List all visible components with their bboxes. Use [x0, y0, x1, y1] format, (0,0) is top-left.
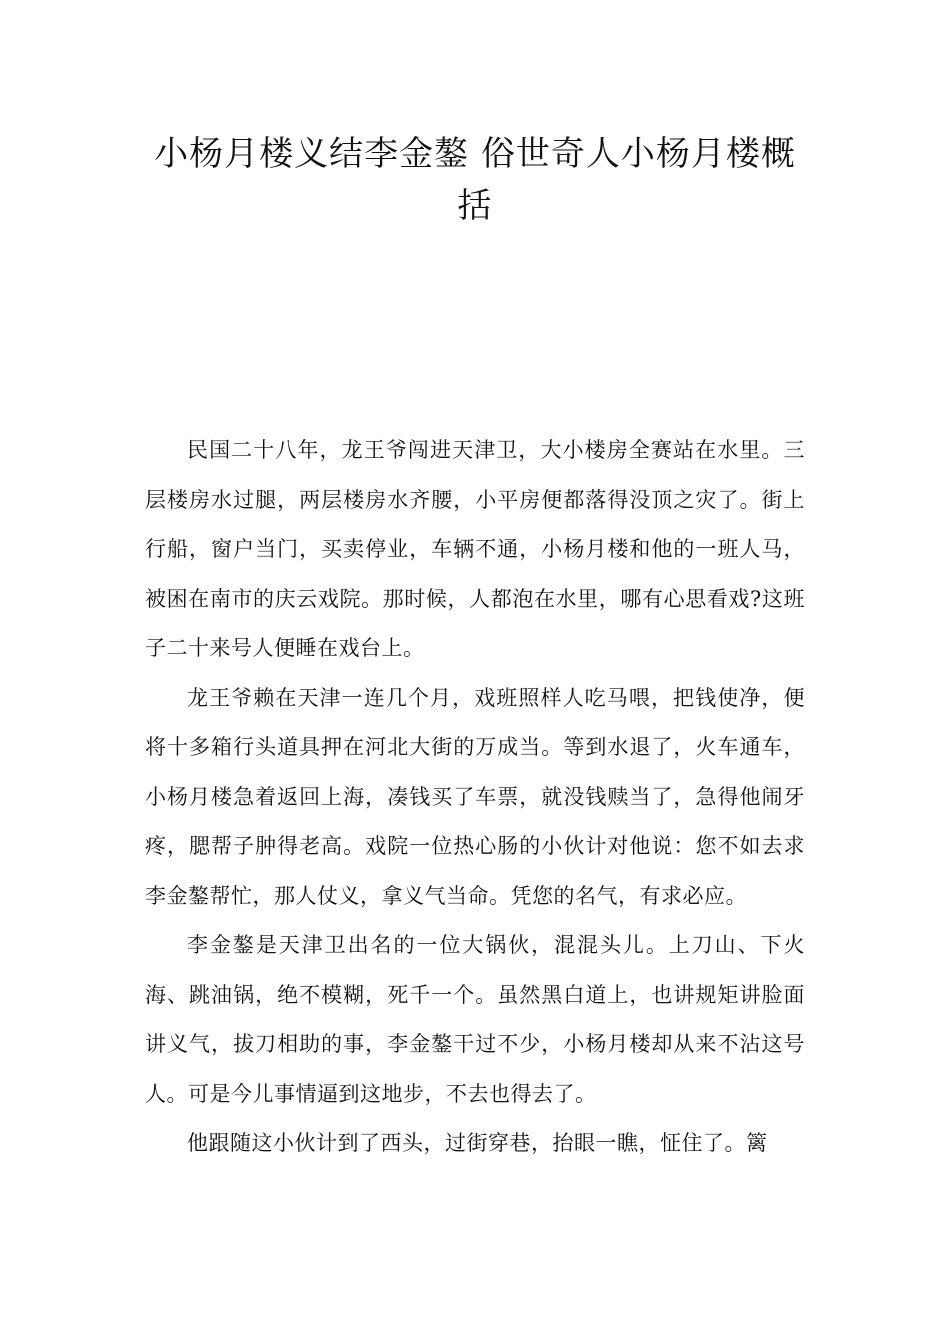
paragraph: 李金鏊是天津卫出名的一位大锅伙，混混头儿。上刀山、下火海、跳油锅，绝不模糊，死千一个。虽然黑白道上，也讲规矩讲脸面讲义气，拔刀相助的事，李金鏊干过不少，小杨月楼却从来不沾这号人。可是今儿事情逼到这地步，不去也得去了。 [145, 933, 805, 1106]
document-title: 小杨月楼义结李金鏊 俗世奇人小杨月楼概括 [154, 134, 796, 226]
paragraph: 龙王爷赖在天津一连几个月，戏班照样人吃马喂，把钱使净，便将十多箱行头道具押在河北大街的万成当。等到水退了，火车通车，小杨月楼急着返回上海，凑钱买了车票，就没钱赎当了，急得他闹牙疼，腮帮子肿得老高。戏院一位热心肠的小伙计对他说：您不如去求李金鏊帮忙，那人仗义，拿义气当命。凭您的名气，有求必应。 [145, 685, 805, 908]
paragraph: 他跟随这小伙计到了西头，过街穿巷，抬眼一瞧，怔住了。篱 [187, 1131, 768, 1155]
paragraph: 民国二十八年，龙王爷闯进天津卫，大小楼房全赛站在水里。三层楼房水过腿，两层楼房水齐腰，小平房便都落得没顶之灾了。街上行船，窗户当门，买卖停业，车辆不通，小杨月楼和他的一班人马，被困在南市的庆云戏院。那时候，人都泡在水里，哪有心思看戏?这班子二十来号人便睡在戏台上。 [145, 438, 805, 660]
document-body [145, 426, 805, 1169]
